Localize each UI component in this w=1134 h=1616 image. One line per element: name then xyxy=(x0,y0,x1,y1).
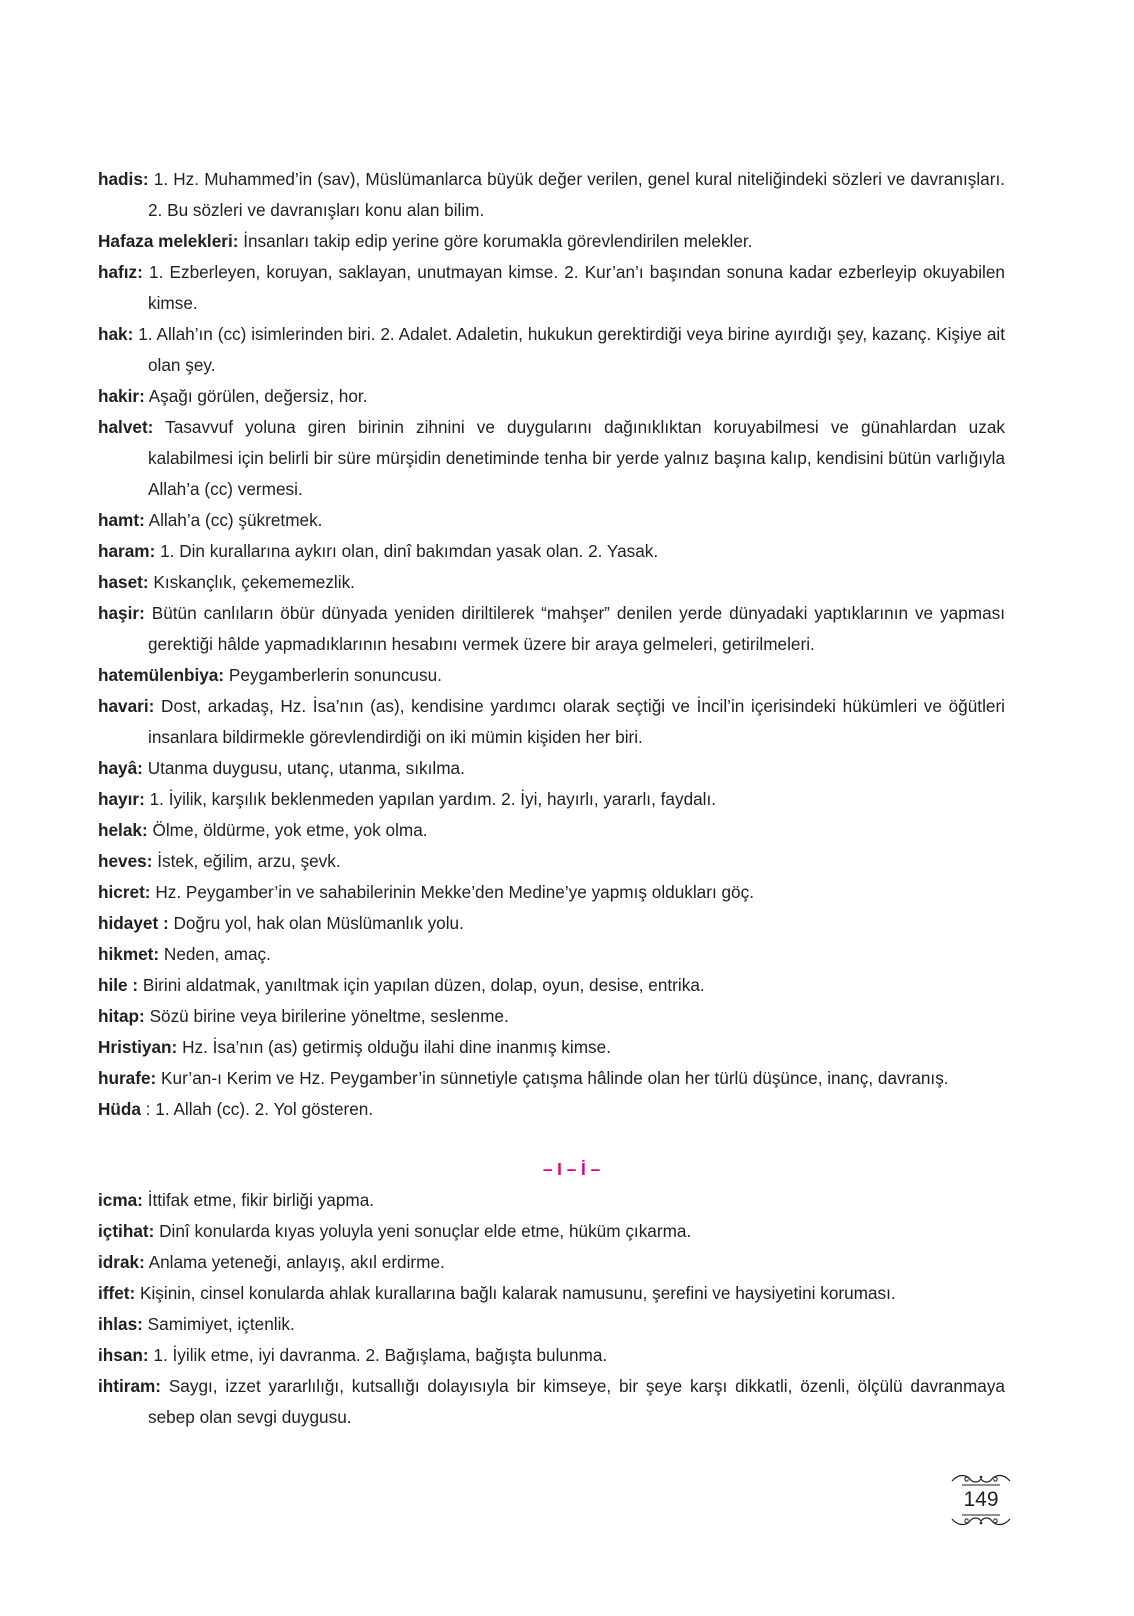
glossary-entry xyxy=(98,970,1005,1001)
glossary-entry xyxy=(98,939,1005,970)
glossary-definition: : 1. Allah (cc). 2. Yol gösteren. xyxy=(145,1099,374,1119)
glossary-term: helak: xyxy=(98,820,148,840)
glossary-entry xyxy=(98,536,1005,567)
glossary-entry xyxy=(98,784,1005,815)
glossary-definition: 1. Allah’ın (cc) isimlerinden biri. 2. Adalet. Adaletin, hukukun gerektirdiği veya birine ayırdığı şey, kazanç. Kişiye ait olan şey. xyxy=(138,324,1005,375)
glossary-entry xyxy=(98,257,1005,319)
glossary-definition: Doğru yol, hak olan Müslümanlık yolu. xyxy=(173,913,464,933)
glossary-term: hatemülenbiya: xyxy=(98,665,225,685)
glossary-term: idrak: xyxy=(98,1252,145,1272)
glossary-term: hicret: xyxy=(98,882,151,902)
glossary-entry xyxy=(98,567,1005,598)
glossary-entry xyxy=(98,877,1005,908)
glossary-term: hakir: xyxy=(98,386,145,406)
glossary-section-i xyxy=(98,1185,1005,1433)
glossary-entry xyxy=(98,691,1005,753)
glossary-entry xyxy=(98,1094,1005,1125)
glossary-entry xyxy=(98,846,1005,877)
glossary-definition: Sözü birine veya birilerine yöneltme, seslenme. xyxy=(149,1006,509,1026)
glossary-entry xyxy=(98,1247,1005,1278)
glossary-term: haşir: xyxy=(98,603,145,623)
glossary-definition: Dinî konularda kıyas yoluyla yeni sonuçlar elde etme, hüküm çıkarma. xyxy=(159,1221,692,1241)
glossary-definition: Aşağı görülen, değersiz, hor. xyxy=(148,386,368,406)
glossary-term: heves: xyxy=(98,851,153,871)
glossary-term: hak: xyxy=(98,324,134,344)
glossary-definition: Utanma duygusu, utanç, utanma, sıkılma. xyxy=(147,758,465,778)
glossary-term: hurafe: xyxy=(98,1068,157,1088)
glossary-term: hikmet: xyxy=(98,944,160,964)
glossary-entry xyxy=(98,1063,1005,1094)
glossary-entry xyxy=(98,412,1005,505)
glossary-entry xyxy=(98,908,1005,939)
glossary-definition: Kur’an-ı Kerim ve Hz. Peygamber’in sünnetiyle çatışma hâlinde olan her türlü düşünce, inanç, davranış. xyxy=(161,1068,949,1088)
glossary-definition: Neden, amaç. xyxy=(163,944,271,964)
glossary-entry xyxy=(98,1032,1005,1063)
glossary-definition: Allah’a (cc) şükretmek. xyxy=(148,510,323,530)
glossary-definition: Kıskançlık, çekememezlik. xyxy=(153,572,355,592)
glossary-term: haset: xyxy=(98,572,149,592)
glossary-term: hile : xyxy=(98,975,139,995)
glossary-entry xyxy=(98,1001,1005,1032)
page-number: 149 xyxy=(963,1488,999,1511)
glossary-entry xyxy=(98,660,1005,691)
glossary-term: havari: xyxy=(98,696,155,716)
glossary-section-h xyxy=(98,164,1005,1125)
glossary-definition: İttifak etme, fikir birliği yapma. xyxy=(147,1190,375,1210)
glossary-definition: İnsanları takip edip yerine göre korumakla görevlendirilen melekler. xyxy=(243,231,753,251)
glossary-entry xyxy=(98,1340,1005,1371)
glossary-definition: Anlama yeteneği, anlayış, akıl erdirme. xyxy=(148,1252,445,1272)
glossary-term: haram: xyxy=(98,541,156,561)
glossary-entry xyxy=(98,226,1005,257)
glossary-definition: Tasavvuf yoluna giren birinin zihnini ve duygularını dağınıklıktan koruyabilmesi ve günahlardan uzak kalabilmesi için belirli bir süre mürşidin denetiminde tenha bir yerde yalnız başına kalıp, kendisini bütün varlığıyla Allah’a (cc) vermesi. xyxy=(148,417,1005,499)
glossary-definition: Birini aldatmak, yanıltmak için yapılan düzen, dolap, oyun, desise, entrika. xyxy=(142,975,705,995)
glossary-entry xyxy=(98,319,1005,381)
glossary-term: ihtiram: xyxy=(98,1376,162,1396)
glossary-term: hamt: xyxy=(98,510,145,530)
glossary-term: hidayet : xyxy=(98,913,169,933)
glossary-definition: Ölme, öldürme, yok etme, yok olma. xyxy=(152,820,428,840)
glossary-term: hayâ: xyxy=(98,758,143,778)
glossary-entry xyxy=(98,1278,1005,1309)
glossary-term: Hüda xyxy=(98,1099,141,1119)
glossary-term: içtihat: xyxy=(98,1221,155,1241)
flourish-ornament-icon xyxy=(948,1472,1014,1486)
glossary-definition: Samimiyet, içtenlik. xyxy=(147,1314,295,1334)
glossary-entry xyxy=(98,598,1005,660)
glossary-entry xyxy=(98,1216,1005,1247)
glossary-term: Hristiyan: xyxy=(98,1037,178,1057)
glossary-definition: Bütün canlıların öbür dünyada yeniden diriltilerek “mahşer” denilen yerde dünyadaki yaptıklarının ve yapması gerektiği hâlde yapmadıklarının hesabını vermek üzere bir araya gelmeleri, getirilmeleri. xyxy=(148,603,1005,654)
glossary-definition: İstek, eğilim, arzu, şevk. xyxy=(157,851,341,871)
glossary-definition: Saygı, izzet yararlılığı, kutsallığı dolayısıyla bir kimseye, bir şeye karşı dikkatli, özenli, ölçülü davranmaya sebep olan sevgi duygusu. xyxy=(148,1376,1005,1427)
glossary-term: ihlas: xyxy=(98,1314,143,1334)
glossary-term: hadis: xyxy=(98,169,149,189)
section-heading-i: – I – İ – xyxy=(542,1159,601,1179)
glossary-entry xyxy=(98,1185,1005,1216)
glossary-entry xyxy=(98,1371,1005,1433)
glossary-entry xyxy=(98,1309,1005,1340)
glossary-term: halvet: xyxy=(98,417,154,437)
page-number-block xyxy=(948,1472,1014,1530)
glossary-term: icma: xyxy=(98,1190,143,1210)
glossary-term: hitap: xyxy=(98,1006,145,1026)
glossary-definition: 1. İyilik etme, iyi davranma. 2. Bağışlama, bağışta bulunma. xyxy=(153,1345,608,1365)
glossary-definition: 1. Hz. Muhammed’in (sav), Müslümanlarca büyük değer verilen, genel kural niteliğindeki sözleri ve davranışları. 2. Bu sözleri ve davranışları konu alan bilim. xyxy=(148,169,1005,220)
glossary-definition: 1. İyilik, karşılık beklenmeden yapılan yardım. 2. İyi, hayırlı, yararlı, faydalı. xyxy=(149,789,717,809)
glossary-entry xyxy=(98,164,1005,226)
glossary-definition: Kişinin, cinsel konularda ahlak kurallarına bağlı kalarak namusunu, şerefini ve haysiyetini koruması. xyxy=(140,1283,896,1303)
glossary-entry xyxy=(98,815,1005,846)
flourish-ornament-icon xyxy=(948,1514,1014,1528)
glossary-entry xyxy=(98,753,1005,784)
glossary-definition: Peygamberlerin sonuncusu. xyxy=(228,665,442,685)
glossary-term: Hafaza melekleri: xyxy=(98,231,239,251)
glossary-term: hayır: xyxy=(98,789,145,809)
glossary-entry xyxy=(98,505,1005,536)
glossary-entry xyxy=(98,381,1005,412)
glossary-definition: Hz. İsa’nın (as) getirmiş olduğu ilahi dine inanmış kimse. xyxy=(182,1037,611,1057)
glossary-definition: 1. Din kurallarına aykırı olan, dinî bakımdan yasak olan. 2. Yasak. xyxy=(160,541,659,561)
glossary-term: iffet: xyxy=(98,1283,136,1303)
glossary-definition: Hz. Peygamber’in ve sahabilerinin Mekke’den Medine’ye yapmış oldukları göç. xyxy=(155,882,754,902)
glossary-definition: 1. Ezberleyen, koruyan, saklayan, unutmayan kimse. 2. Kur’an’ı başından sonuna kadar ezberleyip okuyabilen kimse. xyxy=(148,262,1005,313)
glossary-content xyxy=(98,164,1005,1433)
glossary-term: ihsan: xyxy=(98,1345,149,1365)
glossary-term: hafız: xyxy=(98,262,143,282)
glossary-definition: Dost, arkadaş, Hz. İsa’nın (as), kendisine yardımcı olarak seçtiği ve İncil’in içerisindeki hükümleri ve öğütleri insanlara bildirmekle görevlendirdiği on iki mümin kişiden her biri. xyxy=(148,696,1005,747)
